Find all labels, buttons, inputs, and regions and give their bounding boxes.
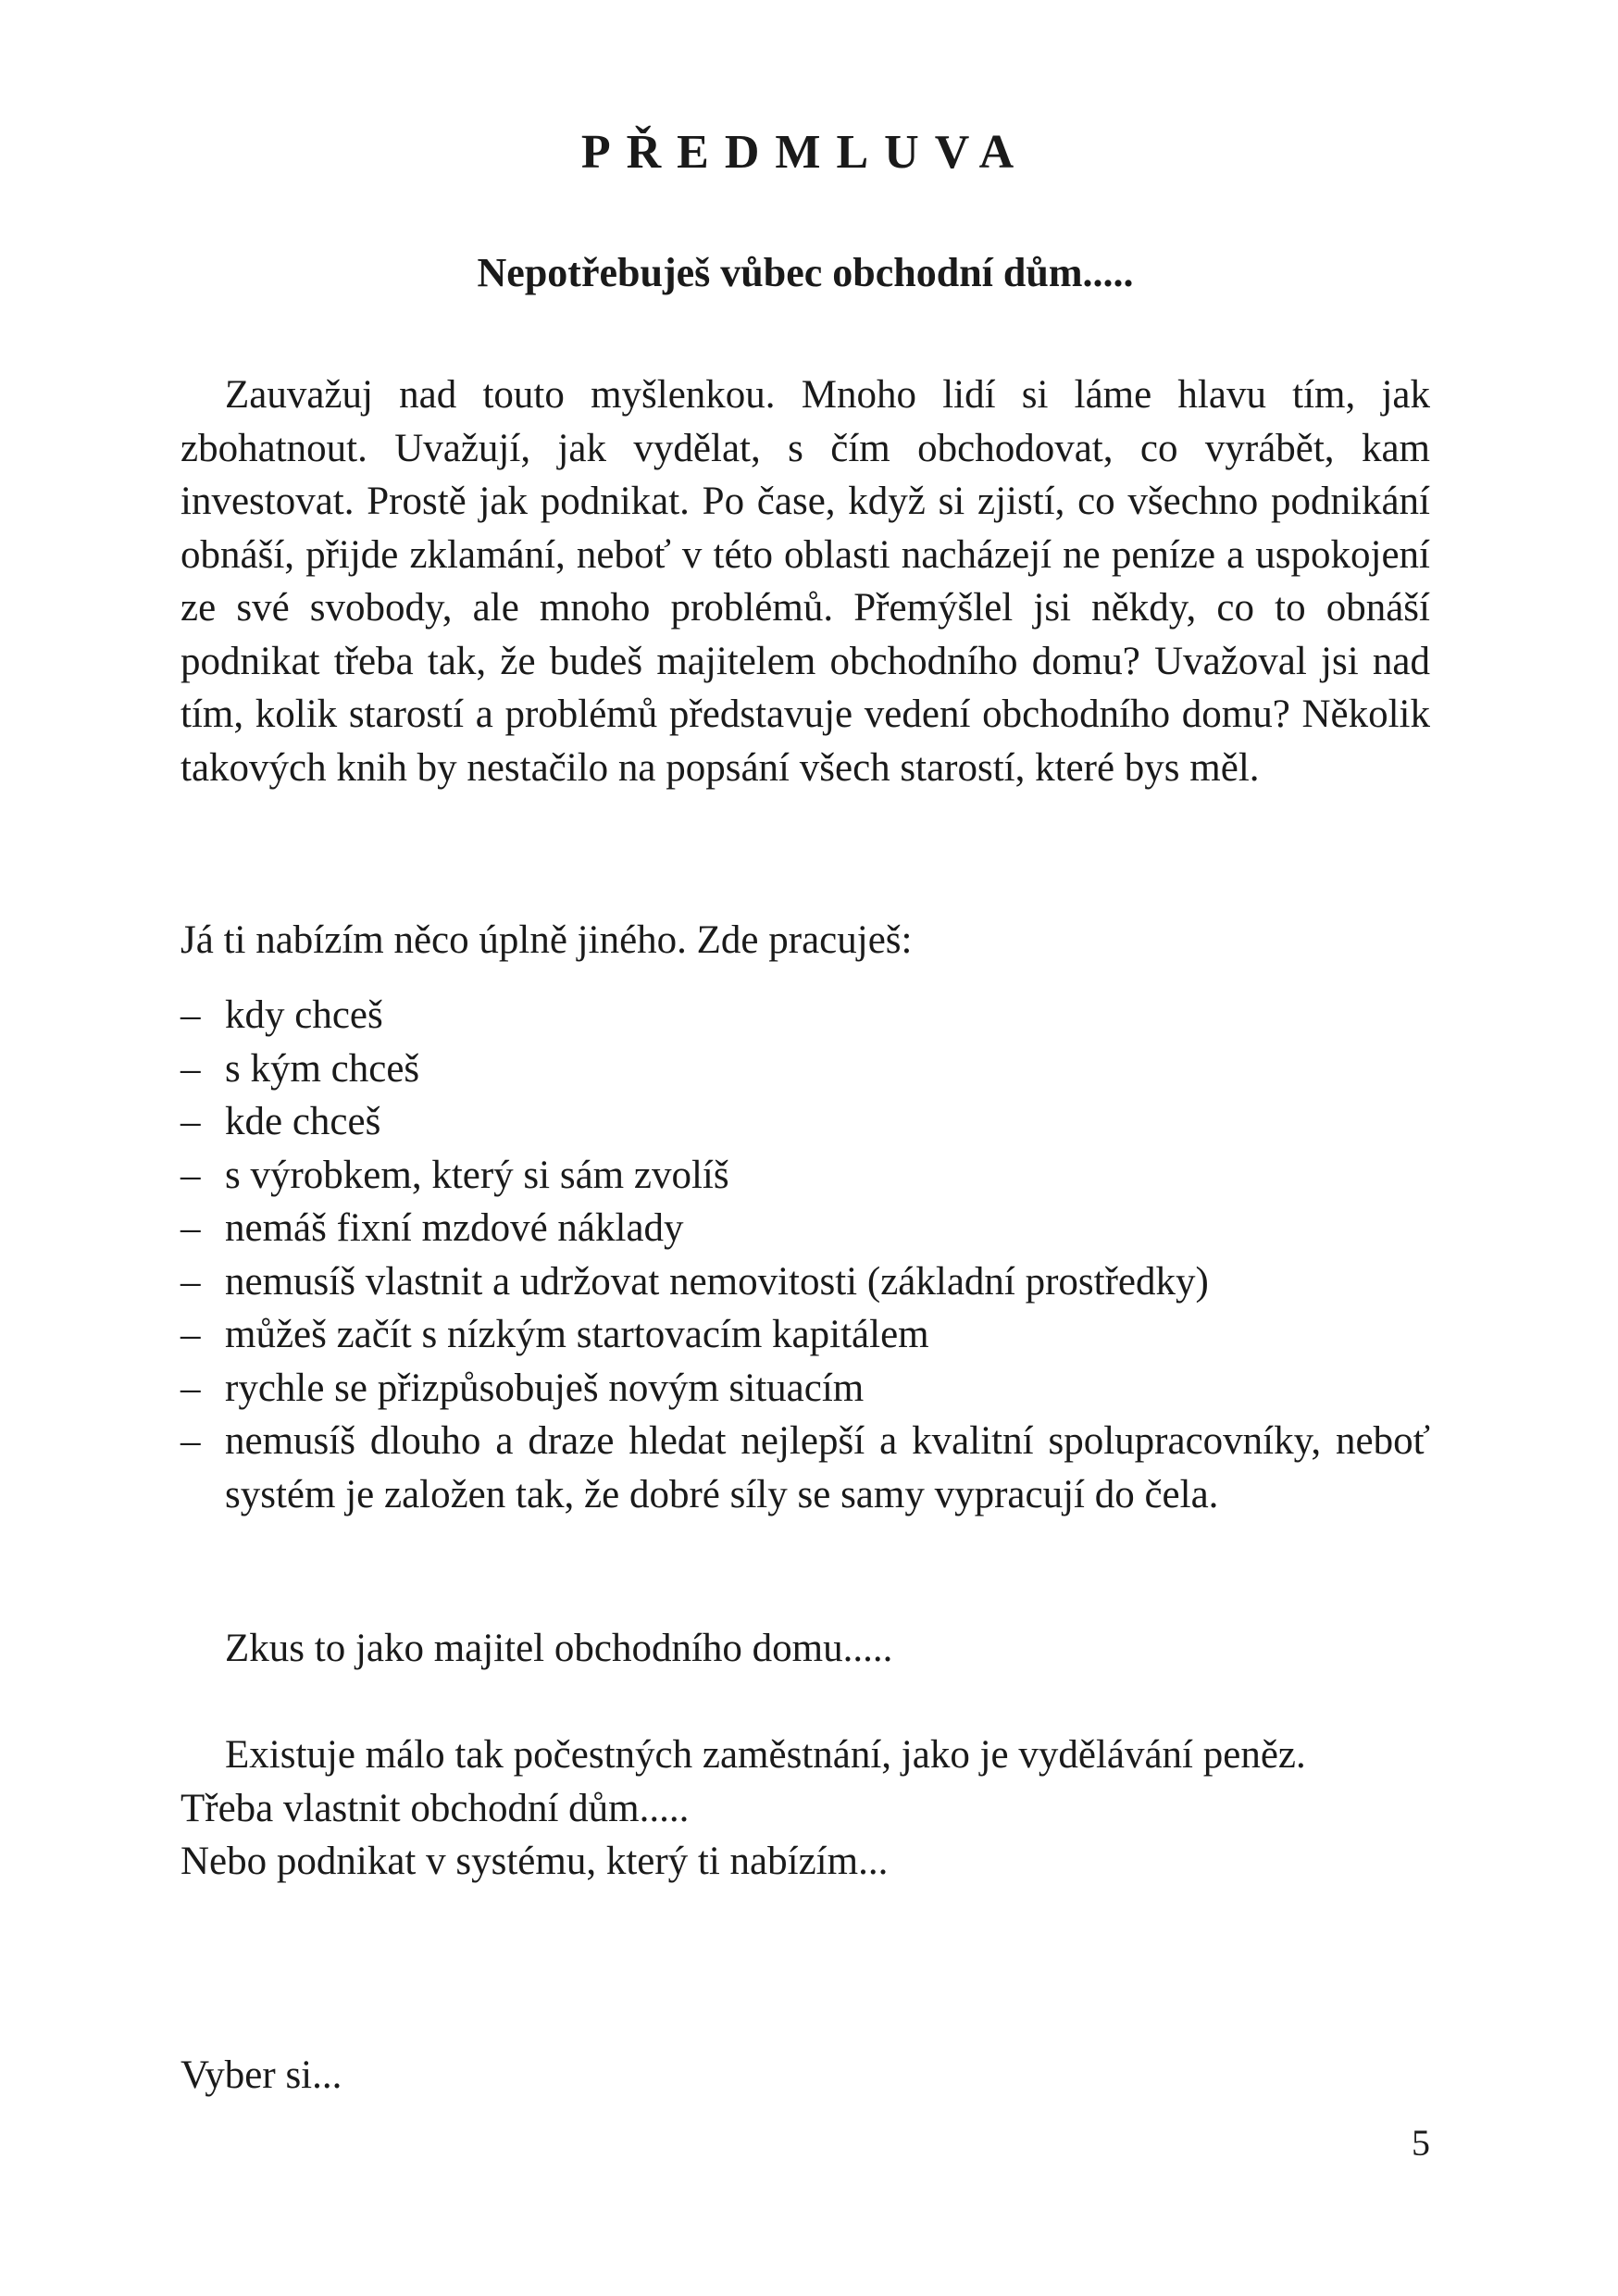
list-item-text: nemusíš dlouho a draze hledat nejlepší a kvalitní spolupracovníky, neboť systém je založen tak, že dobré síly se samy vypracují do čela. xyxy=(225,1419,1430,1516)
list-item xyxy=(180,1095,1430,1149)
closing-line: Existuje málo tak počestných zaměstnání, jako je vydělávání peněz. xyxy=(225,1733,1306,1777)
list-item xyxy=(180,1042,1430,1096)
list-item-text: kde chceš xyxy=(225,1100,381,1143)
benefits-list xyxy=(180,989,1430,1521)
intro-paragraph xyxy=(180,368,1430,794)
list-dash: – xyxy=(180,993,201,1037)
book-page xyxy=(180,0,1430,2296)
list-item-text: nemusíš vlastnit a udržovat nemovitosti (základní prostředky) xyxy=(225,1259,1209,1304)
list-item xyxy=(180,1415,1430,1521)
list-item xyxy=(180,1308,1430,1362)
list-dash: – xyxy=(180,1259,201,1304)
list-dash: – xyxy=(180,1206,201,1250)
choose-paragraph xyxy=(180,2049,1430,2103)
closing-line: Nebo podnikat v systému, který ti nabízím... xyxy=(180,1840,889,1883)
list-dash: – xyxy=(180,1313,201,1356)
list-item-text: s kým chceš xyxy=(225,1046,420,1091)
list-dash: – xyxy=(180,1419,201,1463)
try-paragraph xyxy=(180,1622,1430,1676)
offer-paragraph xyxy=(180,914,1430,967)
list-item xyxy=(180,1202,1430,1255)
list-item-text: nemáš fixní mzdové náklady xyxy=(225,1206,684,1250)
list-item xyxy=(180,1362,1430,1416)
page-subtitle: Nepotřebuješ vůbec obchodní dům..... xyxy=(477,250,1134,295)
try-text: Zkus to jako majitel obchodního domu..... xyxy=(225,1627,893,1670)
list-dash: – xyxy=(180,1366,201,1410)
list-item-text: kdy chceš xyxy=(225,993,383,1037)
list-dash: – xyxy=(180,1046,201,1091)
list-dash: – xyxy=(180,1153,201,1197)
closing-line: Třeba vlastnit obchodní dům..... xyxy=(180,1786,690,1830)
page-title: PŘEDMLUVA xyxy=(580,126,1030,179)
choose-text: Vyber si... xyxy=(180,2053,342,2097)
intro-text: Zauvažuj nad touto myšlenkou. Mnoho lidí si láme hlavu tím, jak zbohatnout. Uvažují, jak vydělat, s čím obchodovat, co vyrábět, kam investovat. Prostě jak podnikat. Po čase, když si zjistí, co všechno podnikání obnáší, přijde zklamání, neboť v této oblasti nacházejí ne peníze a uspokojení ze své svobody, ale mnoho problémů. Přemýšlel jsi někdy, co to obnáší podnikat třeba tak, že budeš majitelem obchodního domu? Uvažoval jsi nad tím, kolik starostí a problémů představuje vedení obchodního domu? Několik takových knih by nestačilo na popsání všech starostí, které bys měl. xyxy=(180,373,1430,790)
list-item xyxy=(180,989,1430,1042)
closing-paragraph xyxy=(180,1728,1430,1889)
list-item-text: s výrobkem, který si sám zvolíš xyxy=(225,1153,729,1197)
offer-text: Já ti nabízím něco úplně jiného. Zde pracuješ: xyxy=(180,918,913,962)
page-number: 5 xyxy=(1412,2122,1430,2164)
list-item-text: můžeš začít s nízkým startovacím kapitálem xyxy=(225,1313,929,1356)
list-item xyxy=(180,1255,1430,1309)
list-item xyxy=(180,1149,1430,1203)
list-item-text: rychle se přizpůsobuješ novým situacím xyxy=(225,1366,865,1410)
list-dash: – xyxy=(180,1100,201,1143)
